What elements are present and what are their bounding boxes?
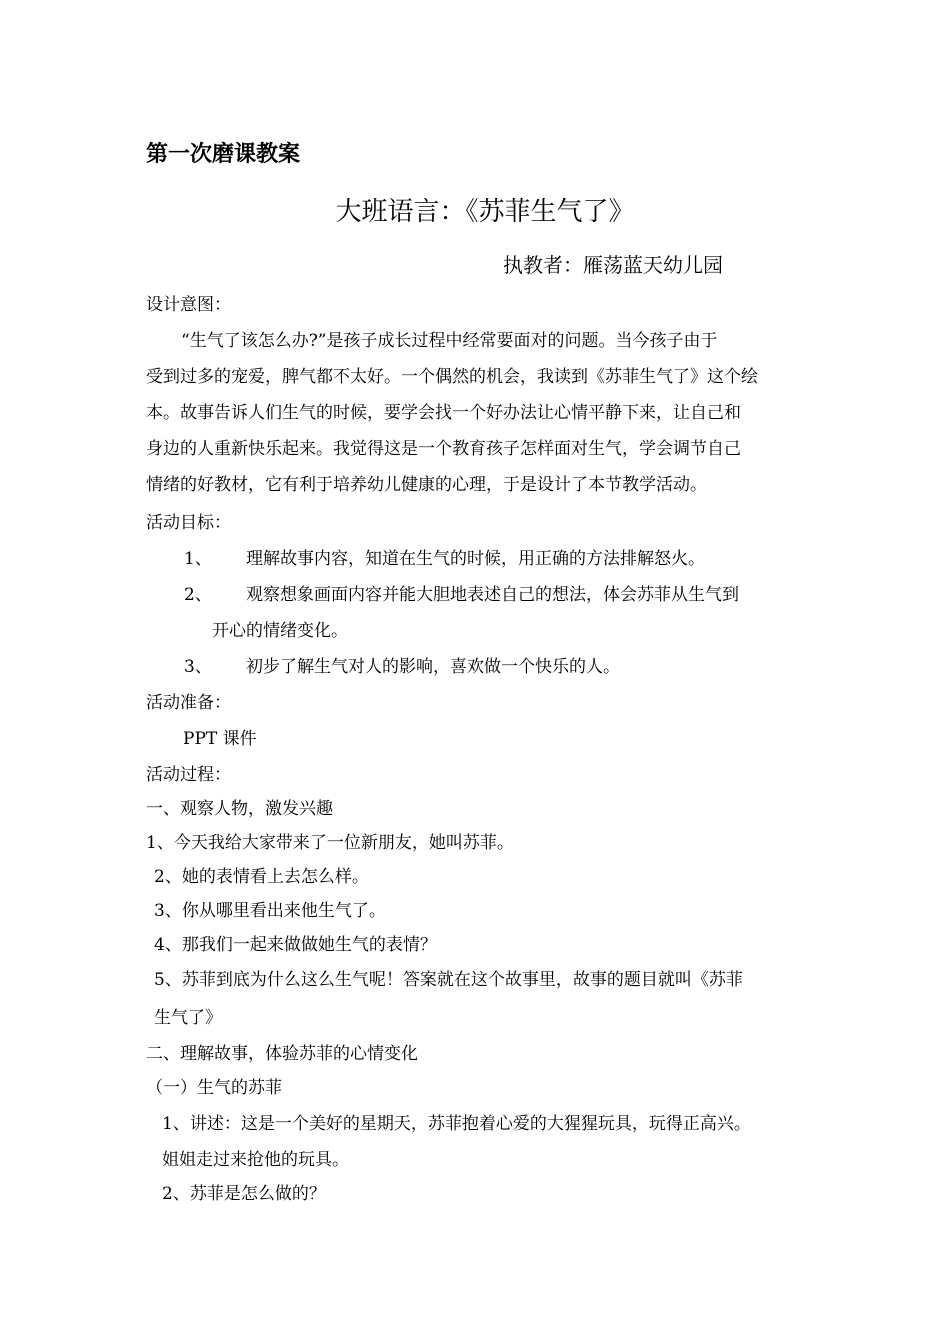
- step-item-continuation: 姐姐走过来抢他的玩具。: [162, 1150, 349, 1170]
- goal-item: [184, 548, 705, 570]
- goal-item: [184, 656, 620, 678]
- preparation-label: 活动准备：: [146, 693, 231, 713]
- section-heading: 一、观察人物，激发兴趣: [146, 799, 333, 819]
- paragraph-line: 受到过多的宠爱，脾气都不太好。一个偶然的机会，我读到《苏菲生气了》这个绘: [146, 367, 758, 387]
- preparation-item: PPT 课件: [183, 729, 257, 749]
- paragraph-line: 情绪的好教材，它有利于培养幼儿健康的心理，于是设计了本节教学活动。: [146, 475, 707, 495]
- step-item: 2、苏菲是怎么做的？: [162, 1184, 326, 1204]
- goal-number: 3、: [184, 657, 212, 677]
- paragraph-line: 本。故事告诉人们生气的时候，要学会找一个好办法让心情平静下来，让自己和: [146, 403, 741, 423]
- process-label: 活动过程：: [146, 765, 231, 785]
- section-heading: 二、理解故事，体验苏菲的心情变化: [146, 1044, 418, 1064]
- teacher-line: 执教者：雁荡蓝天幼儿园: [503, 253, 723, 277]
- step-item: 5、苏菲到底为什么这么生气呢！答案就在这个故事里，故事的题目就叫《苏菲: [154, 970, 743, 990]
- goal-text: 观察想象画面内容并能大胆地表述自己的想法，体会苏菲从生气到: [246, 585, 739, 605]
- goal-number: 1、: [184, 549, 212, 569]
- step-item: 1、今天我给大家带来了一位新朋友，她叫苏菲。: [146, 833, 514, 853]
- paragraph-line: “生气了该怎么办?”是孩子成长过程中经常要面对的问题。当今孩子由于: [181, 331, 718, 351]
- goal-text: 理解故事内容，知道在生气的时候，用正确的方法排解怒火。: [246, 549, 705, 569]
- step-item-continuation: 生气了》: [154, 1008, 222, 1028]
- step-item: 1、讲述：这是一个美好的星期天，苏菲抱着心爱的大猩猩玩具，玩得正高兴。: [162, 1114, 751, 1134]
- step-item: 3、你从哪里看出来他生气了。: [154, 901, 386, 921]
- document-heading: 第一次磨课教案: [146, 142, 301, 167]
- lesson-title: 大班语言：《苏菲生气了》: [335, 197, 635, 227]
- design-intent-label: 设计意图：: [146, 295, 231, 315]
- paragraph-line: 身边的人重新快乐起来。我觉得这是一个教育孩子怎样面对生气，学会调节自己: [146, 439, 741, 459]
- goal-item: [184, 584, 739, 606]
- goal-continuation: 开心的情绪变化。: [212, 621, 348, 641]
- subsection-heading: （一）生气的苏菲: [146, 1078, 282, 1098]
- goal-text: 初步了解生气对人的影响，喜欢做一个快乐的人。: [246, 657, 620, 677]
- step-item: 2、她的表情看上去怎么样。: [154, 867, 369, 887]
- goals-label: 活动目标：: [146, 513, 231, 533]
- goal-number: 2、: [184, 585, 212, 605]
- step-item: 4、那我们一起来做做她生气的表情？: [154, 935, 437, 955]
